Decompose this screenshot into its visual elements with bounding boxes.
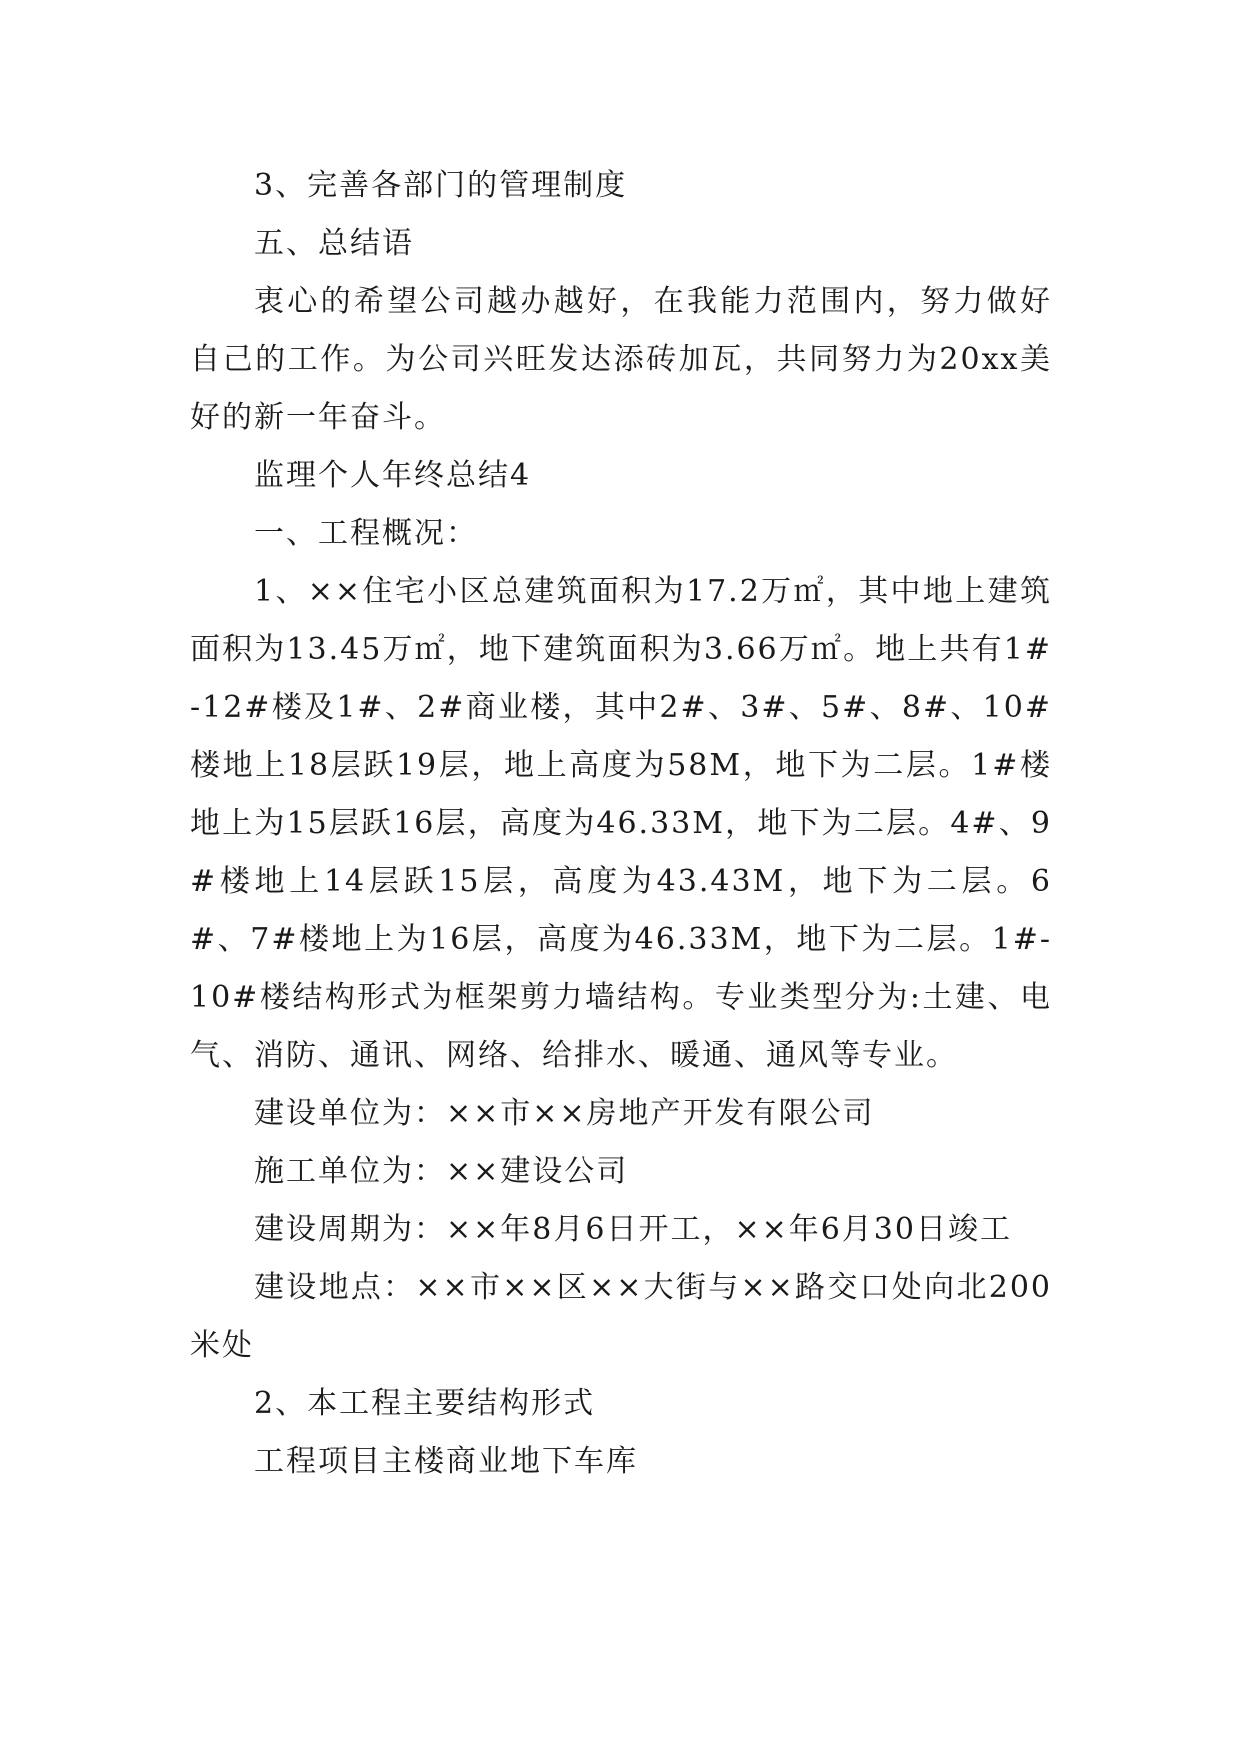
section-heading-conclusion: 五、总结语 xyxy=(254,226,414,261)
section-heading-project-overview: 一、工程概况： xyxy=(254,516,478,551)
construction-location-line: 建设地点：××市××区××大街与××路交口处向北200米处 xyxy=(190,1270,1052,1363)
construction-period-line: 建设周期为：××年8月6日开工，××年6月30日竣工 xyxy=(254,1212,1012,1247)
project-overview-paragraph: 1、××住宅小区总建筑面积为17.2万㎡，其中地上建筑面积为13.45万㎡，地下建筑面积为3.66万㎡。地上共有1#-12#楼及1#、2#商业楼，其中2#、3#、5#、8#、10#楼地上18层跃19层，地上高度为58M，地下为二层。1#楼地上为15层跃16层，高度为46.33M，地下为二层。4#、9#楼地上14层跃15层，高度为43.43M，地下为二层。6#、7#楼地上为16层，高度为46.33M，地下为二层。1#-10#楼结构形式为框架剪力墙结构。专业类型分为:土建、电气、消防、通讯、网络、给排水、暖通、通风等专业。 xyxy=(190,574,1052,1073)
contractor-line: 施工单位为：××建设公司 xyxy=(254,1154,629,1189)
structure-table-header-line: 工程项目主楼商业地下车库 xyxy=(254,1444,638,1479)
construction-unit-line: 建设单位为：××市××房地产开发有限公司 xyxy=(254,1096,875,1131)
list-item-improve-management: 3、完善各部门的管理制度 xyxy=(254,168,628,203)
structure-heading: 2、本工程主要结构形式 xyxy=(254,1386,596,1421)
conclusion-paragraph: 衷心的希望公司越办越好，在我能力范围内，努力做好自己的工作。为公司兴旺发达添砖加瓦，共同努力为20xx美好的新一年奋斗。 xyxy=(190,284,1052,435)
document-title: 监理个人年终总结4 xyxy=(254,458,532,493)
document-body xyxy=(190,157,1052,1491)
